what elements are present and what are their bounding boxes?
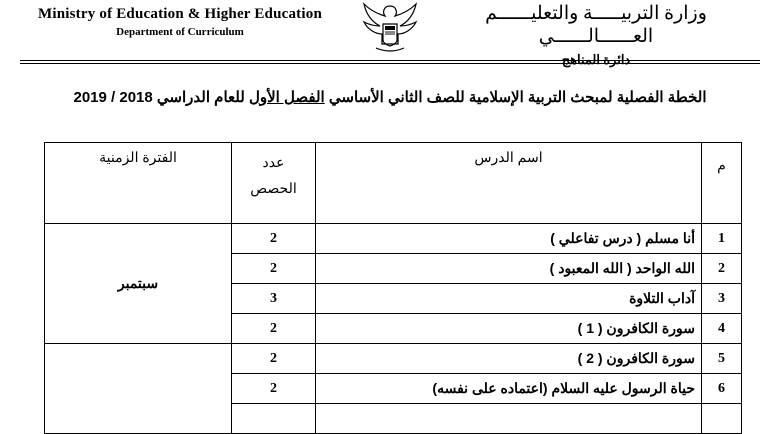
ministry-name-ar: وزارة التربيـــــة والتعليــــــم العــــــالــــــي [485, 3, 707, 47]
header-count-line2: الحصص [250, 180, 297, 196]
table-row [45, 224, 742, 254]
header-lesson-name: اسم الدرس [316, 143, 702, 224]
row-lesson: آداب التلاوة [316, 284, 702, 314]
row-number: 2 [702, 254, 742, 284]
row-number: 6 [702, 374, 742, 404]
table-row [45, 344, 742, 374]
header-english [30, 6, 330, 38]
period-september: سبتمبر [45, 224, 232, 344]
header-divider-top [20, 60, 760, 61]
header-number: م [702, 143, 742, 224]
plan-title [0, 88, 780, 106]
row-lesson: الله الواحد ( الله المعبود ) [316, 254, 702, 284]
department-name-ar: دائرة المناهج [561, 52, 631, 67]
header-session-count [232, 143, 316, 224]
row-number: 4 [702, 314, 742, 344]
row-count: 2 [232, 314, 316, 344]
lesson-plan-table [44, 142, 742, 434]
row-lesson: أنا مسلم ( درس تفاعلي ) [316, 224, 702, 254]
row-lesson [316, 404, 702, 434]
header-time-period: الفترة الزمنية [45, 143, 232, 224]
row-number: 3 [702, 284, 742, 314]
row-lesson: سورة الكافرون ( 2 ) [316, 344, 702, 374]
table-header-row [45, 143, 742, 224]
plan-title-year: للعام الدراسي 2018 / 2019 [73, 89, 249, 106]
row-lesson: حياة الرسول عليه السلام (اعتماده على نفسه) [316, 374, 702, 404]
period-next [45, 344, 232, 434]
header-divider-bottom [20, 63, 760, 64]
row-count [232, 404, 316, 434]
header-arabic [436, 2, 756, 68]
row-count: 2 [232, 344, 316, 374]
row-count: 2 [232, 254, 316, 284]
ministry-name-en: Ministry of Education & Higher Education [38, 6, 322, 22]
header-count-line1: عدد [262, 154, 285, 170]
row-count: 2 [232, 374, 316, 404]
plan-title-semester: الفصل الأول [248, 89, 325, 106]
row-lesson: سورة الكافرون ( 1 ) [316, 314, 702, 344]
row-count: 2 [232, 224, 316, 254]
row-number: 5 [702, 344, 742, 374]
eagle-emblem-icon [358, 0, 422, 56]
row-number [702, 404, 742, 434]
department-name-en: Department of Curriculum [116, 26, 244, 38]
plan-title-start: الخطة الفصلية لمبحث التربية الإسلامية للصف الثاني الأساسي [324, 89, 707, 106]
row-number: 1 [702, 224, 742, 254]
row-count: 3 [232, 284, 316, 314]
